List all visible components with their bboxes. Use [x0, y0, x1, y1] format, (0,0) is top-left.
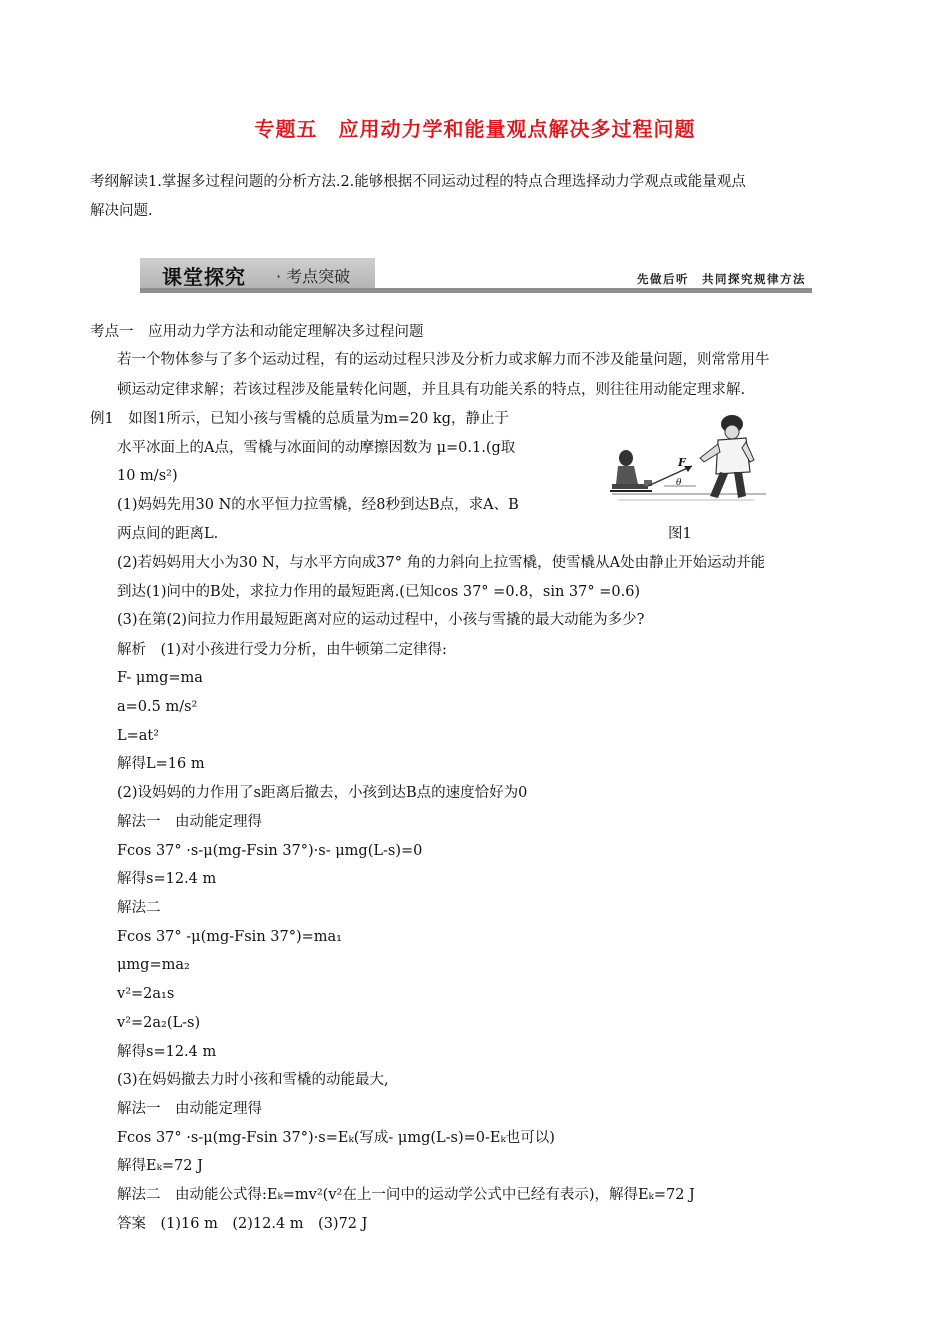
force-label: F [678, 456, 686, 469]
solution-line: 解法二 [117, 900, 161, 916]
solution-line: F- μmg=ma [117, 670, 203, 686]
solution-line: v²=2a₁s [117, 986, 175, 1002]
solution-line: Fcos 37° ·s-μ(mg-Fsin 37°)·s=Eₖ(写成- μmg(L-s)=0-Eₖ也可以) [117, 1130, 555, 1146]
angle-label: θ [676, 478, 682, 488]
example-line-4: (1)妈妈先用30 N的水平恒力拉雪橇，经8秒到达B点，求A、B [117, 497, 519, 513]
solution-line: 解析 (1)对小孩进行受力分析，由牛顿第二定律得: [117, 642, 447, 658]
section-paragraph-2: 顿运动定律求解；若该过程涉及能量转化问题，并且具有功能关系的特点，则往往用动能定理求解. [117, 382, 746, 398]
solution-line: 解法二 由动能公式得:Eₖ=mv²(v²在上一问中的运动学公式中已经有表示)，解得Eₖ=72 J [117, 1187, 695, 1203]
example-line-3: 10 m/s²) [117, 468, 178, 484]
syllabus-line-1: 考纲解读1.掌握多过程问题的分析方法.2.能够根据不同运动过程的特点合理选择动力学观点或能量观点 [90, 174, 746, 190]
banner-subtitle: · 考点突破 [276, 267, 351, 286]
solution-line: L=at² [117, 728, 160, 744]
example-line-6: (2)若妈妈用大小为30 N，与水平方向成37° 角的力斜向上拉雪橇，使雪橇从A处由静止开始运动并能 [117, 555, 766, 571]
example-line-5: 两点间的距离L. [117, 526, 219, 542]
solution-line: (2)设妈妈的力作用了s距离后撤去，小孩到达B点的速度恰好为0 [117, 785, 528, 801]
example-line-8: (3)在第(2)问拉力作用最短距离对应的运动过程中，小孩与雪撬的最大动能为多少? [117, 612, 645, 628]
figure-caption: 图1 [668, 526, 692, 542]
solution-line: v²=2a₂(L-s) [117, 1015, 201, 1031]
solution-line: 解得L=16 m [117, 756, 205, 772]
example-line-2: 水平冰面上的A点，雪橇与冰面间的动摩擦因数为 μ=0.1.(g取 [117, 440, 516, 456]
solution-line: (3)在妈妈撤去力时小孩和雪橇的动能最大, [117, 1072, 389, 1088]
section-banner [140, 258, 812, 294]
sled-figure [604, 412, 772, 512]
solution-line: Fcos 37° ·s-μ(mg-Fsin 37°)·s- μmg(L-s)=0 [117, 843, 423, 859]
banner-title: 课堂探究 [162, 265, 246, 289]
example-line-7: 到达(1)问中的B处，求拉力作用的最短距离.(已知cos 37° =0.8，sin 37° =0.6) [117, 584, 641, 600]
sled-illustration [604, 412, 772, 512]
banner-slogan: 先做后听 共同探究规律方法 [637, 272, 806, 286]
solution-line: Fcos 37° -μ(mg-Fsin 37°)=ma₁ [117, 929, 342, 945]
solution-line: 解得s=12.4 m [117, 1044, 217, 1060]
solution-line: 解得Eₖ=72 J [117, 1158, 203, 1174]
page-title: 专题五 应用动力学和能量观点解决多过程问题 [254, 117, 696, 141]
solution-line: 解法一 由动能定理得 [117, 1101, 262, 1117]
solution-line: 解法一 由动能定理得 [117, 814, 262, 830]
example-line-1: 例1 如图1所示，已知小孩与雪橇的总质量为m=20 kg，静止于 [90, 411, 509, 427]
solution-line: 解得s=12.4 m [117, 871, 217, 887]
section-heading: 考点一 应用动力学方法和动能定理解决多过程问题 [90, 324, 424, 340]
solution-line: μmg=ma₂ [117, 957, 190, 973]
syllabus-line-2: 解决问题. [90, 203, 153, 219]
solution-line: 答案 (1)16 m (2)12.4 m (3)72 J [117, 1216, 368, 1232]
solution-line: a=0.5 m/s² [117, 699, 198, 715]
section-paragraph-1: 若一个物体参与了多个运动过程，有的运动过程只涉及分析力或求解力而不涉及能量问题，则常常用牛 [117, 352, 770, 368]
